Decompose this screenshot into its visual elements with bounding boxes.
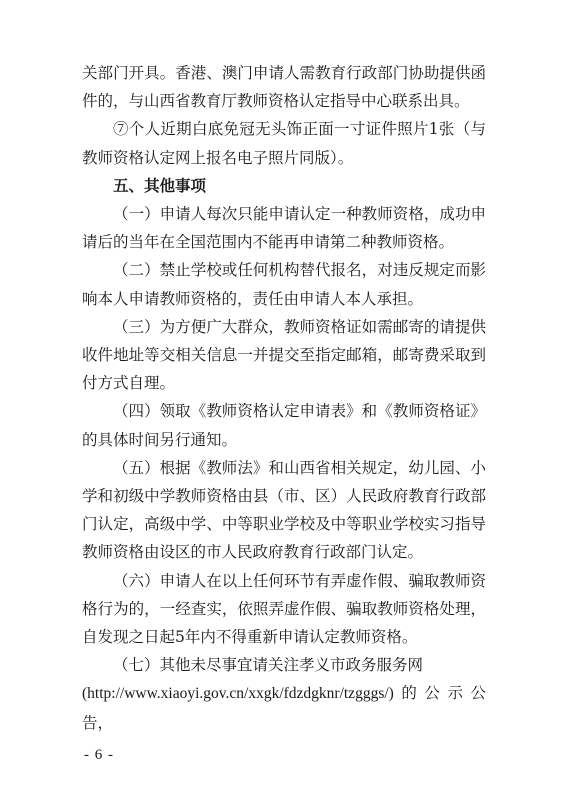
gov-service-url: (http://www.xiaoyi.gov.cn/xxgk/fdzdgknr/tzgggs/)	[82, 685, 394, 703]
paragraph-item-5: （五）根据《教师法》和山西省相关规定，幼儿园、小学和初级中学教师资格由县（市、区）人民政府教育行政部门认定，高级中学、中等职业学校及中等职业学校实习指导教师资格由设区的市人民政府教育行政部门认定。	[82, 458, 486, 562]
paragraph-item-2: （二）禁止学校或任何机构替代报名，对违反规定而影响本人申请教师资格的，责任由申请人本人承担。	[82, 261, 486, 308]
page-number: - 6 -	[84, 747, 114, 763]
paragraph-item-7	[82, 651, 486, 737]
item-7-tail: 的公示公告，	[82, 684, 486, 732]
paragraph-item-6: （六）申请人在以上任何环节有弄虚作假、骗取教师资格行为的，一经查实，依照弄虚作假、骗取教师资格处理，自发现之日起5年内不得重新申请认定教师资格。	[82, 571, 486, 647]
paragraph-item-3: （三）为方便广大群众，教师资格证如需邮寄的请提供收件地址等交相关信息一并提交至指定邮箱，邮寄费采取到付方式自理。	[82, 317, 486, 393]
paragraph-item-1: （一）申请人每次只能申请认定一种教师资格，成功申请后的当年在全国范围内不能再申请第二种教师资格。	[82, 205, 486, 252]
paragraph-continuation: 关部门开具。香港、澳门申请人需教育行政部门协助提供函件的，与山西省教育厅教师资格认定指导中心联系出具。	[82, 64, 486, 111]
item-7-text: （七）其他未尽事宜请关注孝义市政务服务网	[113, 656, 424, 675]
paragraph-item-4: （四）领取《教师资格认定申请表》和《教师资格证》的具体时间另行通知。	[82, 402, 486, 449]
section-heading-other-matters: 五、其他事项	[113, 176, 207, 195]
paragraph-photo-requirement: ⑦个人近期白底免冠无头饰正面一寸证件照片1张（与教师资格认定网上报名电子照片同版）。	[82, 120, 486, 167]
document-body	[82, 59, 486, 737]
